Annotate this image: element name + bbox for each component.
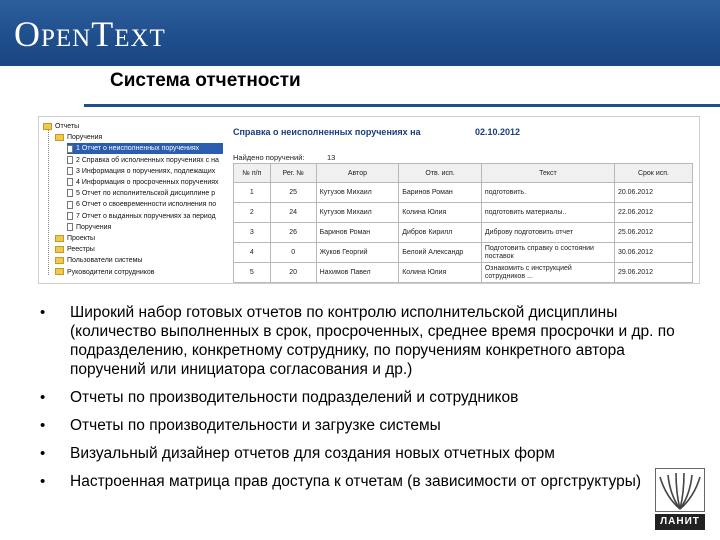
title-band [0, 66, 720, 106]
column-header[interactable]: Автор [316, 164, 399, 183]
table-cell: 26 [270, 223, 316, 243]
table-cell: 20 [270, 263, 316, 283]
document-icon [67, 201, 73, 209]
feature-item [40, 472, 680, 491]
folder-icon [55, 268, 64, 275]
tree-item-label: Поручения [76, 223, 112, 231]
table-cell: 5 [234, 263, 271, 283]
table-cell: 1 [234, 183, 271, 203]
table-cell: 25 [270, 183, 316, 203]
tree-item[interactable] [67, 155, 223, 166]
document-icon [67, 178, 73, 186]
tree-item[interactable] [67, 177, 223, 188]
feature-text: Отчеты по производительности и загрузке системы [70, 417, 441, 434]
column-header[interactable]: Срок исп. [614, 164, 692, 183]
tree-item[interactable] [67, 143, 223, 154]
document-icon [67, 189, 73, 197]
folder-icon [55, 235, 64, 242]
table-cell: Белоий Александр [399, 243, 482, 263]
tree-item-label: Поручения [67, 134, 103, 142]
table-row[interactable] [234, 183, 693, 203]
table-cell: 29.06.2012 [614, 263, 692, 283]
lanit-label: ЛАНИТ [655, 514, 705, 530]
feature-text: Настроенная матрица прав доступа к отчетам (в зависимости от оргструктуры) [70, 473, 642, 490]
tree-item-label: 3 Информация о поручениях, подлежащих [76, 167, 216, 175]
table-cell: Баринов Роман [399, 183, 482, 203]
table-cell: 0 [270, 243, 316, 263]
tree-item-label: Реестры [67, 246, 95, 254]
table-cell: 30.06.2012 [614, 243, 692, 263]
folder-icon [55, 246, 64, 253]
table-row[interactable] [234, 263, 693, 283]
tree-guide-line [48, 125, 50, 275]
table-cell: подготовить. [481, 183, 614, 203]
feature-text: Широкий набор готовых отчетов по контролю исполнительской дисциплины (количество выполненных в срок, просроченных, среднее время просрочки и др. по подразделению, конкретному сотруднику, по поручениям конкретного автора поручений или инициатора согласования и др.) [70, 304, 675, 378]
bullet-symbol: • [40, 389, 46, 406]
report-table [233, 163, 693, 283]
table-cell: Кутузов Михаил [316, 203, 399, 223]
feature-item [40, 444, 680, 463]
opentext-logo: OpenText [14, 14, 166, 54]
folder-icon [55, 257, 64, 264]
bullet-symbol: • [40, 417, 46, 434]
column-header[interactable]: Отв. исп. [399, 164, 482, 183]
tree-item[interactable] [55, 244, 223, 255]
tree-item-label: 2 Справка об исполненных поручениях с на [76, 156, 219, 164]
document-icon [67, 212, 73, 220]
folder-icon [55, 134, 64, 141]
column-header[interactable]: № п/п [234, 164, 271, 183]
report-screenshot [38, 116, 700, 284]
report-title: Справка о неисполненных поручениях на [233, 127, 421, 137]
tree-item[interactable] [55, 255, 223, 266]
table-cell: 4 [234, 243, 271, 263]
tree-item[interactable] [43, 121, 223, 132]
table-cell: Подготовить справку о состоянии поставок [481, 243, 614, 263]
column-header[interactable]: Рег. № [270, 164, 316, 183]
feature-item [40, 416, 680, 435]
found-count: 13 [327, 153, 336, 162]
document-icon [67, 223, 73, 231]
tree-item-label: 5 Отчет по исполнительской дисциплине р [76, 190, 216, 198]
lanit-mark-icon [655, 468, 705, 512]
tree-item-label: Отчеты [55, 123, 80, 130]
document-icon [67, 145, 73, 153]
table-row[interactable] [234, 243, 693, 263]
document-icon [67, 167, 73, 175]
column-header[interactable]: Текст [481, 164, 614, 183]
feature-list [40, 303, 680, 500]
tree-item[interactable] [67, 211, 223, 222]
table-row[interactable] [234, 223, 693, 243]
bullet-symbol: • [40, 473, 46, 490]
feature-text: Отчеты по производительности подразделений и сотрудников [70, 389, 519, 406]
bullet-symbol: • [40, 445, 46, 462]
table-cell: 24 [270, 203, 316, 223]
table-cell: 22.06.2012 [614, 203, 692, 223]
table-cell: Дибров Кирилл [399, 223, 482, 243]
lanit-logo [651, 468, 709, 532]
table-row[interactable] [234, 203, 693, 223]
found-count-label: Найдено поручений: [233, 153, 305, 162]
header-band [0, 0, 720, 66]
tree-item[interactable] [67, 188, 223, 199]
folder-icon [43, 123, 52, 130]
table-cell: подготовить материалы.. [481, 203, 614, 223]
report-date: 02.10.2012 [475, 127, 521, 137]
tree-item-label: 6 Отчет о своевременности исполнения по [76, 201, 217, 209]
table-cell: 20.06.2012 [614, 183, 692, 203]
table-cell: Кутузов Михаил [316, 183, 399, 203]
table-cell: Баринов Роман [316, 223, 399, 243]
table-cell: 25.06.2012 [614, 223, 692, 243]
table-cell: Диброву подготовить отчет [481, 223, 614, 243]
document-icon [67, 156, 73, 164]
table-cell: Колина Юлия [399, 203, 482, 223]
tree-item[interactable] [67, 199, 223, 210]
feature-item [40, 388, 680, 407]
tree-item-label: 4 Информация о просроченных поручениях [76, 179, 219, 186]
table-cell: Жуков Георгий [316, 243, 399, 263]
title-divider [84, 104, 720, 107]
bullet-symbol: • [40, 304, 46, 321]
tree-item[interactable] [67, 222, 223, 233]
table-cell: Колина Юлия [399, 263, 482, 283]
tree-item[interactable] [55, 267, 223, 278]
tree-item-label: Пользователи системы [67, 257, 143, 265]
tree-item[interactable] [55, 132, 223, 143]
feature-item [40, 303, 680, 379]
tree-item-label: Руководители сотрудников [67, 268, 155, 276]
table-cell: Нахимов Павел [316, 263, 399, 283]
tree-item-label: 1 Отчет о неисполненных поручениях [76, 145, 200, 153]
tree-item-label: Проекты [67, 235, 96, 242]
report-tree [39, 117, 225, 283]
table-cell: 2 [234, 203, 271, 223]
report-view [231, 117, 697, 283]
table-cell: Ознакомить с инструкцией сотрудников ... [481, 263, 614, 283]
table-cell: 3 [234, 223, 271, 243]
feature-text: Визуальный дизайнер отчетов для создания новых отчетных форм [70, 445, 555, 462]
tree-item-label: 7 Отчет о выданных поручениях за период [76, 212, 216, 220]
tree-item[interactable] [55, 233, 223, 244]
tree-item[interactable] [67, 166, 223, 177]
slide-title: Система отчетности [110, 70, 301, 91]
